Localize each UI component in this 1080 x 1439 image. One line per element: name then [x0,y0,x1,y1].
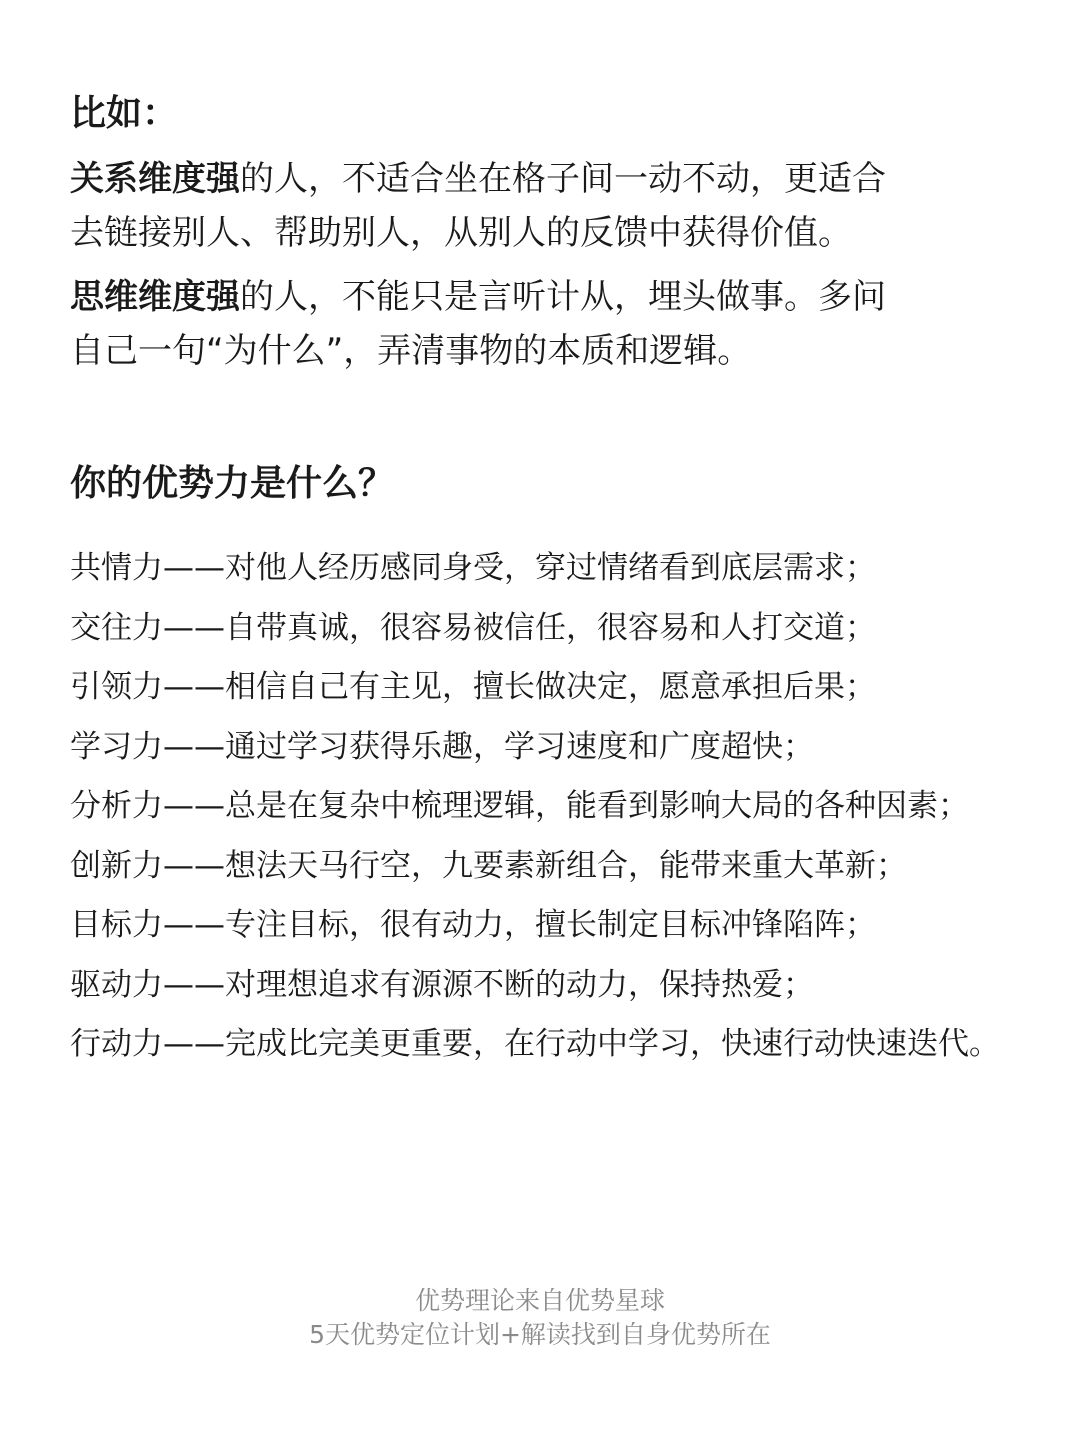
paragraph-line [70,152,970,206]
strength-item-action: 行动力——完成比完美更重要，在行动中学习，快速行动快速迭代。 [70,1026,1000,1062]
relationship-text-line2: 去链接别人、帮助别人，从别人的反馈中获得价值。 [70,213,852,253]
thinking-paragraph [70,270,970,378]
relationship-text-line1: 的人，不适合坐在格子间一动不动，更适合 [240,159,886,199]
thinking-text-line1: 的人，不能只是言听计从，埋头做事。多问 [240,277,886,317]
strength-item-goal: 目标力——专注目标，很有动力，擅长制定目标冲锋陷阵； [70,907,876,943]
footer-credit [0,1284,1080,1352]
strength-item-analysis: 分析力——总是在复杂中梳理逻辑，能看到影响大局的各种因素； [70,788,969,824]
strengths-list [70,548,1030,1084]
relationship-lead: 关系维度强 [70,159,240,199]
footer-line1: 优势理论来自优势星球 [414,1286,665,1315]
strength-item-social: 交往力——自带真诚，很容易被信任，很容易和人打交道； [70,609,876,646]
paragraph-line [70,270,970,324]
strength-item-leadership: 引领力——相信自己有主见，擅长做决定，愿意承担后果； [70,669,876,705]
section-heading: 你的优势力是什么？ [70,463,395,504]
strength-item-drive: 驱动力——对理想追求有源源不断的动力，保持热爱； [70,966,814,1003]
strength-item-empathy: 共情力——对他人经历感同身受，穿过情绪看到底层需求； [70,550,876,586]
relationship-paragraph [70,152,970,260]
thinking-text-line2: 自己一句“为什么”，弄清事物的本质和逻辑。 [70,331,752,371]
strength-item-learning: 学习力——通过学习获得乐趣，学习速度和广度超快； [70,728,814,765]
footer-line2: 5天优势定位计划+解读找到自身优势所在 [309,1320,771,1349]
intro-heading: 比如： [70,93,179,134]
strength-item-innovation: 创新力——想法天马行空，九要素新组合，能带来重大革新； [70,847,907,884]
thinking-lead: 思维维度强 [70,277,240,317]
